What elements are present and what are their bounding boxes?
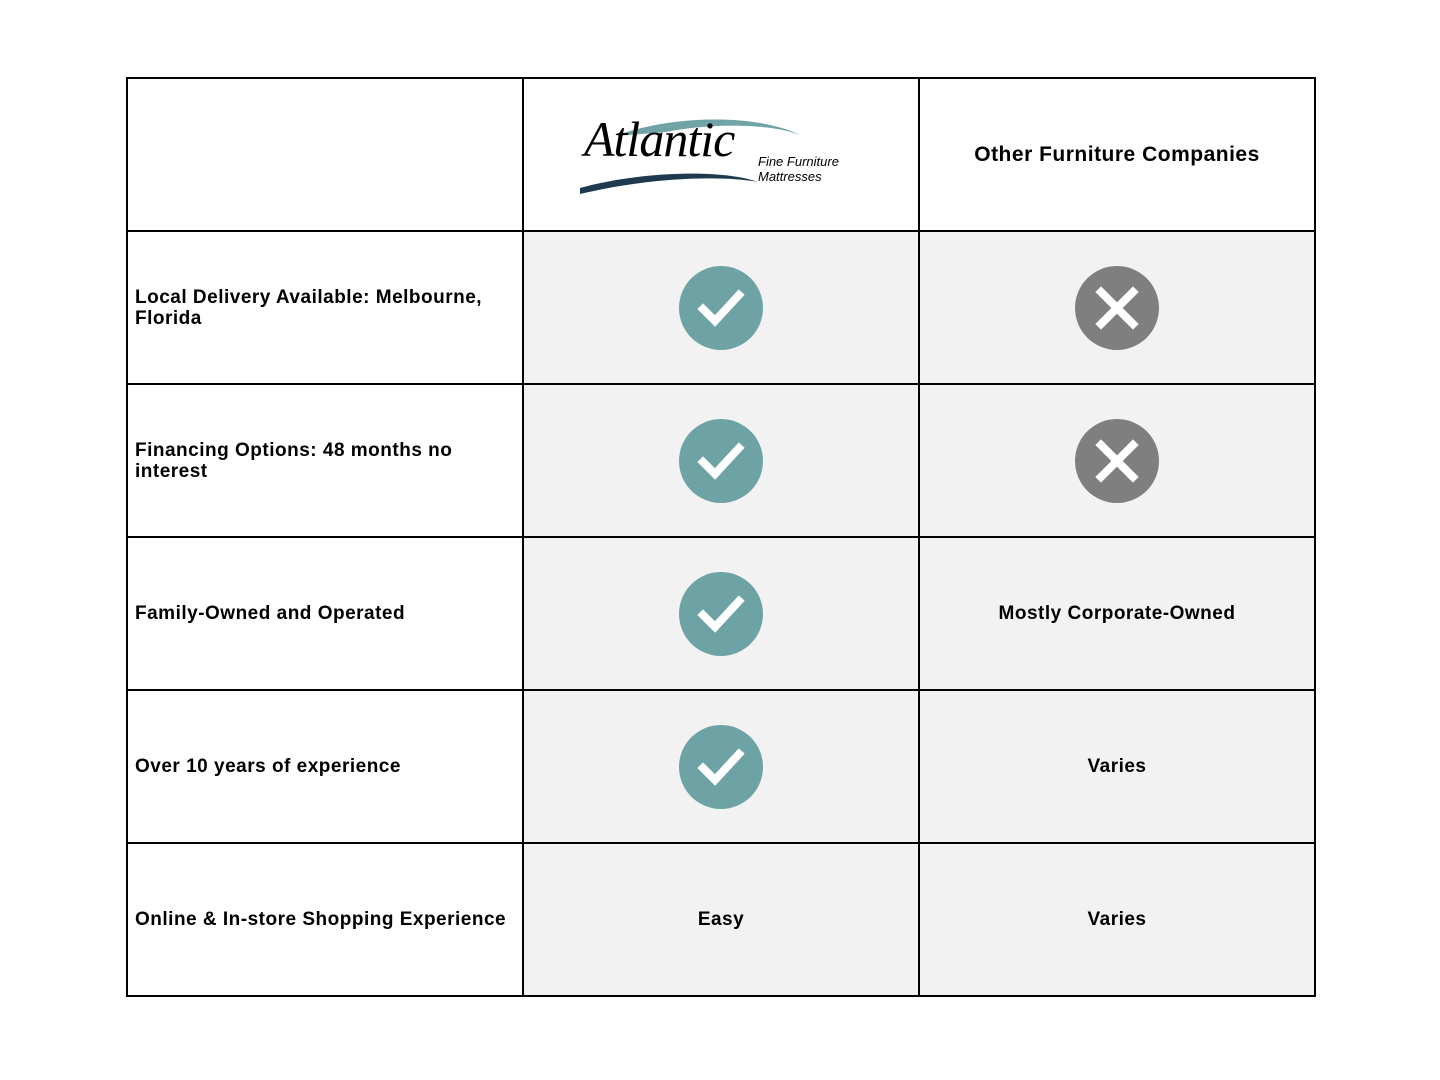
header-row xyxy=(127,78,1315,231)
check-icon xyxy=(679,572,763,656)
feature-cell xyxy=(127,690,523,843)
atlantic-value-cell xyxy=(523,231,919,384)
table-row xyxy=(127,384,1315,537)
feature-cell xyxy=(127,231,523,384)
table-row xyxy=(127,690,1315,843)
atlantic-value-cell xyxy=(523,690,919,843)
check-icon xyxy=(679,266,763,350)
feature-cell xyxy=(127,537,523,690)
other-value-text: Mostly Corporate-Owned xyxy=(998,602,1236,624)
other-value-text: Varies xyxy=(1087,755,1147,777)
competitor-heading: Other Furniture Companies xyxy=(974,142,1260,166)
check-icon xyxy=(679,419,763,503)
logo-tagline-line1: Fine Furniture xyxy=(758,153,839,169)
atlantic-value-cell xyxy=(523,537,919,690)
atlantic-logo-cell xyxy=(523,78,919,231)
feature-label: Online & In-store Shopping Experience xyxy=(135,909,507,930)
feature-label: Family-Owned and Operated xyxy=(135,603,406,624)
feature-label: Financing Options: 48 months no interest xyxy=(135,439,453,482)
logo-tagline-line2: Mattresses xyxy=(758,168,822,184)
feature-label: Local Delivery Available: Melbourne, Florida xyxy=(135,286,483,329)
table-row xyxy=(127,231,1315,384)
x-icon xyxy=(1075,419,1159,503)
comparison-table xyxy=(126,77,1316,997)
atlantic-value-cell xyxy=(523,384,919,537)
feature-cell xyxy=(127,843,523,996)
competitor-header-cell xyxy=(919,78,1315,231)
logo-wordmark: Atlantic xyxy=(584,110,735,167)
table-row xyxy=(127,537,1315,690)
other-value-cell xyxy=(919,231,1315,384)
other-value-text: Varies xyxy=(1087,908,1147,930)
check-icon xyxy=(679,725,763,809)
feature-label: Over 10 years of experience xyxy=(135,756,401,777)
other-value-cell xyxy=(919,537,1315,690)
feature-cell xyxy=(127,384,523,537)
atlantic-logo xyxy=(576,110,866,200)
other-value-cell xyxy=(919,690,1315,843)
atlantic-value-text: Easy xyxy=(697,908,745,930)
atlantic-value-cell xyxy=(523,843,919,996)
table-row xyxy=(127,843,1315,996)
other-value-cell xyxy=(919,843,1315,996)
x-icon xyxy=(1075,266,1159,350)
other-value-cell xyxy=(919,384,1315,537)
empty-header-cell xyxy=(127,78,523,231)
